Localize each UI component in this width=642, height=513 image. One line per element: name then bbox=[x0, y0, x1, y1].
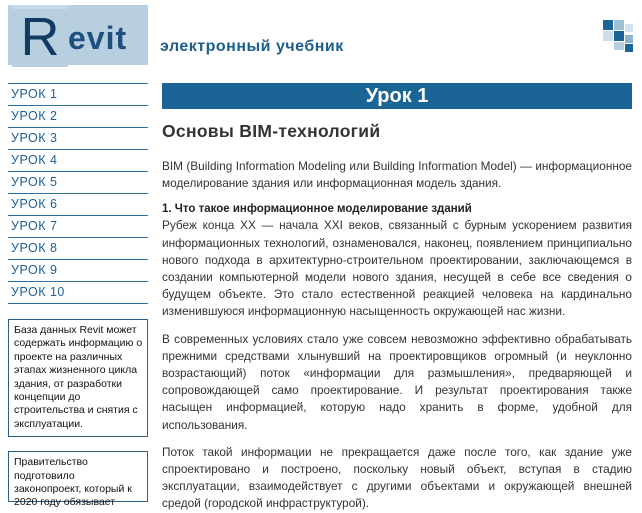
nav-lesson-2[interactable]: УРОК 2 bbox=[8, 105, 148, 127]
nav-lesson-10[interactable]: УРОК 10 bbox=[8, 281, 148, 304]
lesson-title: Урок 1 bbox=[162, 83, 632, 109]
nav-lesson-7[interactable]: УРОК 7 bbox=[8, 215, 148, 237]
nav-lesson-3[interactable]: УРОК 3 bbox=[8, 127, 148, 149]
info-box-government: Правительство подготовило законопроект, который к 2020 году обязывает bbox=[8, 451, 148, 502]
lesson-nav bbox=[8, 83, 148, 304]
main-content bbox=[162, 83, 632, 513]
mosaic-decoration-icon bbox=[603, 20, 635, 52]
intro-paragraph: BIM (Building Information Modeling или Building Information Model) — информационное моделирование здания или информационная модель здания. bbox=[162, 159, 632, 191]
logo-letter: R bbox=[12, 9, 68, 67]
nav-lesson-1[interactable]: УРОК 1 bbox=[8, 83, 148, 105]
header bbox=[0, 0, 642, 70]
sidebar bbox=[8, 83, 148, 509]
nav-lesson-6[interactable]: УРОК 6 bbox=[8, 193, 148, 215]
nav-lesson-9[interactable]: УРОК 9 bbox=[8, 259, 148, 281]
paragraph-2: В современных условиях стало уже совсем невозможно эффективно обрабатывать прежними средствами хлынувший на проектировщиков огромный (и неуклонно возрастающий) поток «информации для размышления», предваряющей и сопровождающей само проектирование. И результат проектирования также насыщен информацией, которую надо хранить в форме, удобной для использования. bbox=[162, 331, 632, 432]
revit-logo[interactable] bbox=[8, 5, 148, 65]
nav-lesson-5[interactable]: УРОК 5 bbox=[8, 171, 148, 193]
paragraph-3: Поток такой информации не прекращается даже после того, как здание уже спроектировано и построено, поскольку новый объект, вступая в стадию эксплуатации, взаимодействует с другими объектами и окружающей внешней средой (городской инфраструктурой). bbox=[162, 444, 632, 511]
nav-lesson-4[interactable]: УРОК 4 bbox=[8, 149, 148, 171]
section-heading: 1. Что такое информационное моделирование зданий bbox=[162, 203, 472, 216]
logo-text: evit bbox=[68, 20, 128, 56]
site-tagline: электронный учебник bbox=[160, 38, 344, 55]
section-paragraph: Рубеж конца XX — начала XXI веков, связанный с бурным ускорением развития информационных технологий, ознаменовался, наконец, появлением принципиально нового подхода в архитектурно-строительном проектировании, заключающемся в создании компьютерной модели нового здания, несущей в себе все сведения о будущем объекте. Это стало естественной реакцией человека на кардинально изменившуюся информационную насыщенность окружающей нас жизни. bbox=[162, 218, 632, 319]
info-box-database: База данных Revit может содержать информацию о проекте на различных этапах жизненного цикла здания, от разработки концепции до строительства и снятия с эксплуатации. bbox=[8, 319, 148, 437]
nav-lesson-8[interactable]: УРОК 8 bbox=[8, 237, 148, 259]
article-title: Основы BIM-технологий bbox=[162, 121, 381, 141]
